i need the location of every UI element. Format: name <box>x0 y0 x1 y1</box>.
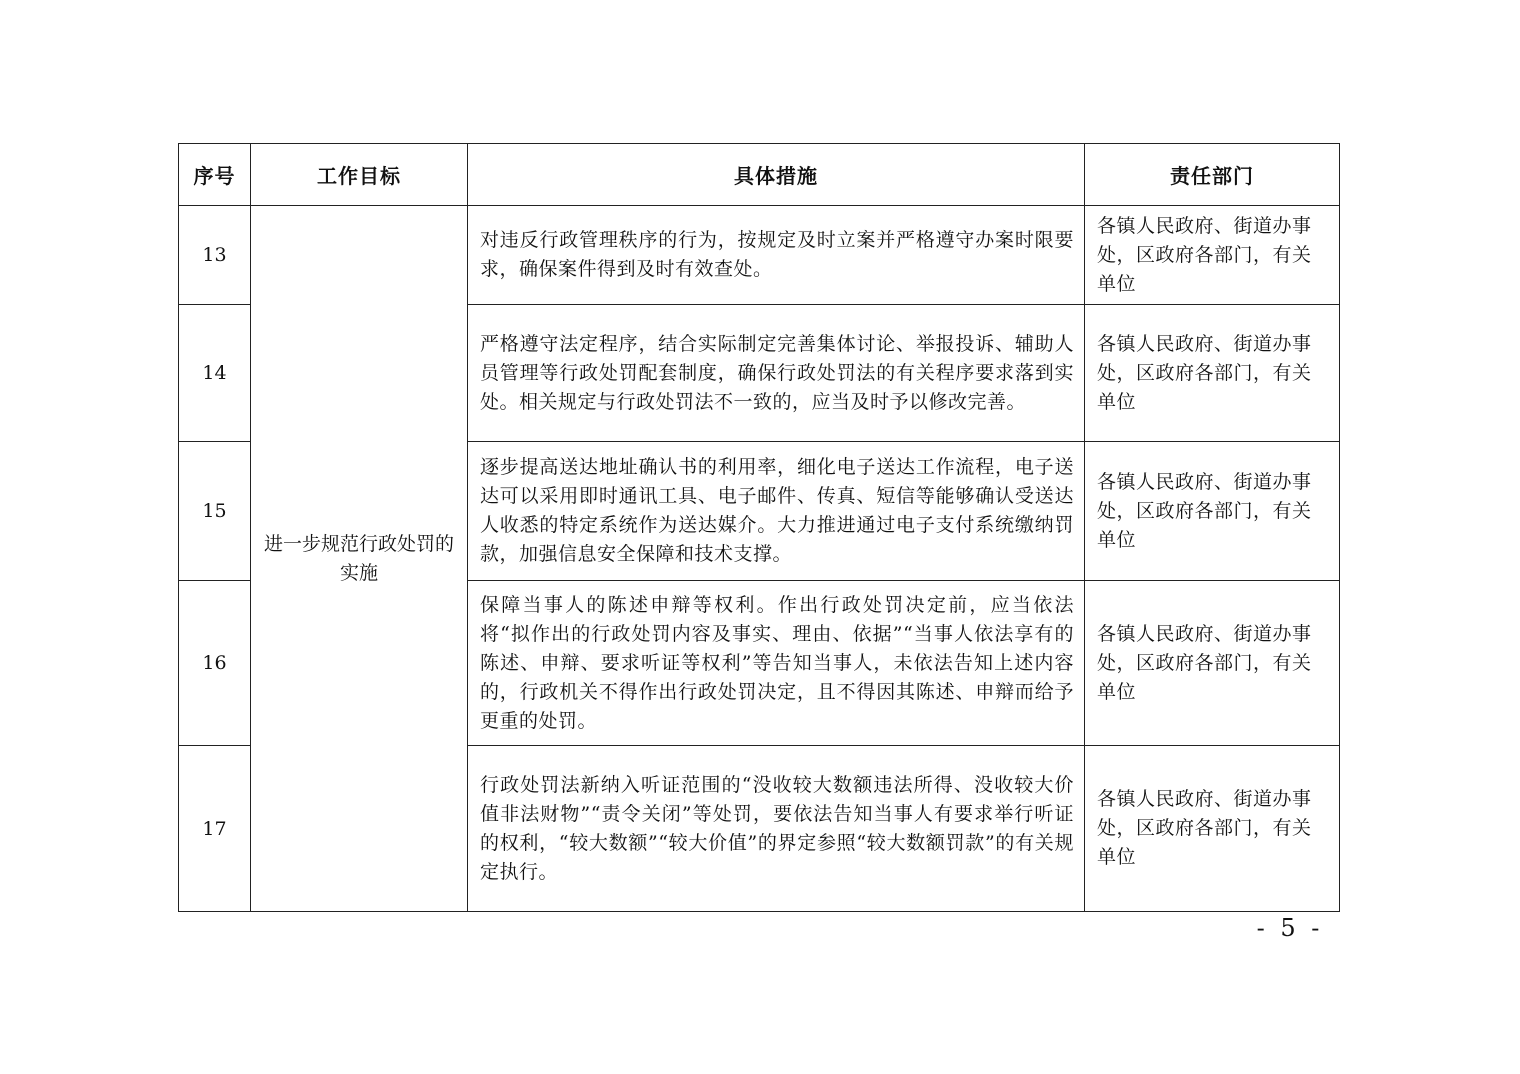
header-seq: 序号 <box>179 144 251 206</box>
table-header-row <box>179 144 1340 206</box>
work-goal-cell: 进一步规范行政处罚的实施 <box>251 206 468 912</box>
row-measure: 严格遵守法定程序，结合实际制定完善集体讨论、举报投诉、辅助人员管理等行政处罚配套制度，确保行政处罚法的有关程序要求落到实处。相关规定与行政处罚法不一致的，应当及时予以修改完善。 <box>468 305 1085 442</box>
row-dept: 各镇人民政府、街道办事处，区政府各部门，有关单位 <box>1085 442 1340 581</box>
row-measure: 保障当事人的陈述申辩等权利。作出行政处罚决定前，应当依法将“拟作出的行政处罚内容及事实、理由、依据”“当事人依法享有的陈述、申辩、要求听证等权利”等告知当事人，未依法告知上述内容的，行政机关不得作出行政处罚决定，且不得因其陈述、申辩而给予更重的处罚。 <box>468 581 1085 746</box>
row-dept: 各镇人民政府、街道办事处，区政府各部门，有关单位 <box>1085 746 1340 912</box>
page-number: - 5 - <box>1256 914 1324 942</box>
header-goal: 工作目标 <box>251 144 468 206</box>
row-seq: 13 <box>179 206 251 305</box>
row-seq: 16 <box>179 581 251 746</box>
measures-table <box>178 143 1340 912</box>
row-dept: 各镇人民政府、街道办事处，区政府各部门，有关单位 <box>1085 581 1340 746</box>
row-measure: 对违反行政管理秩序的行为，按规定及时立案并严格遵守办案时限要求，确保案件得到及时有效查处。 <box>468 206 1085 305</box>
row-dept: 各镇人民政府、街道办事处，区政府各部门，有关单位 <box>1085 206 1340 305</box>
header-measure: 具体措施 <box>468 144 1085 206</box>
row-measure: 逐步提高送达地址确认书的利用率，细化电子送达工作流程，电子送达可以采用即时通讯工具、电子邮件、传真、短信等能够确认受送达人收悉的特定系统作为送达媒介。大力推进通过电子支付系统缴纳罚款，加强信息安全保障和技术支撑。 <box>468 442 1085 581</box>
row-seq: 15 <box>179 442 251 581</box>
row-measure: 行政处罚法新纳入听证范围的“没收较大数额违法所得、没收较大价值非法财物”“责令关闭”等处罚，要依法告知当事人有要求举行听证的权利，“较大数额”“较大价值”的界定参照“较大数额罚款”的有关规定执行。 <box>468 746 1085 912</box>
row-dept: 各镇人民政府、街道办事处，区政府各部门，有关单位 <box>1085 305 1340 442</box>
header-dept: 责任部门 <box>1085 144 1340 206</box>
row-seq: 17 <box>179 746 251 912</box>
table-row <box>179 206 1340 305</box>
row-seq: 14 <box>179 305 251 442</box>
